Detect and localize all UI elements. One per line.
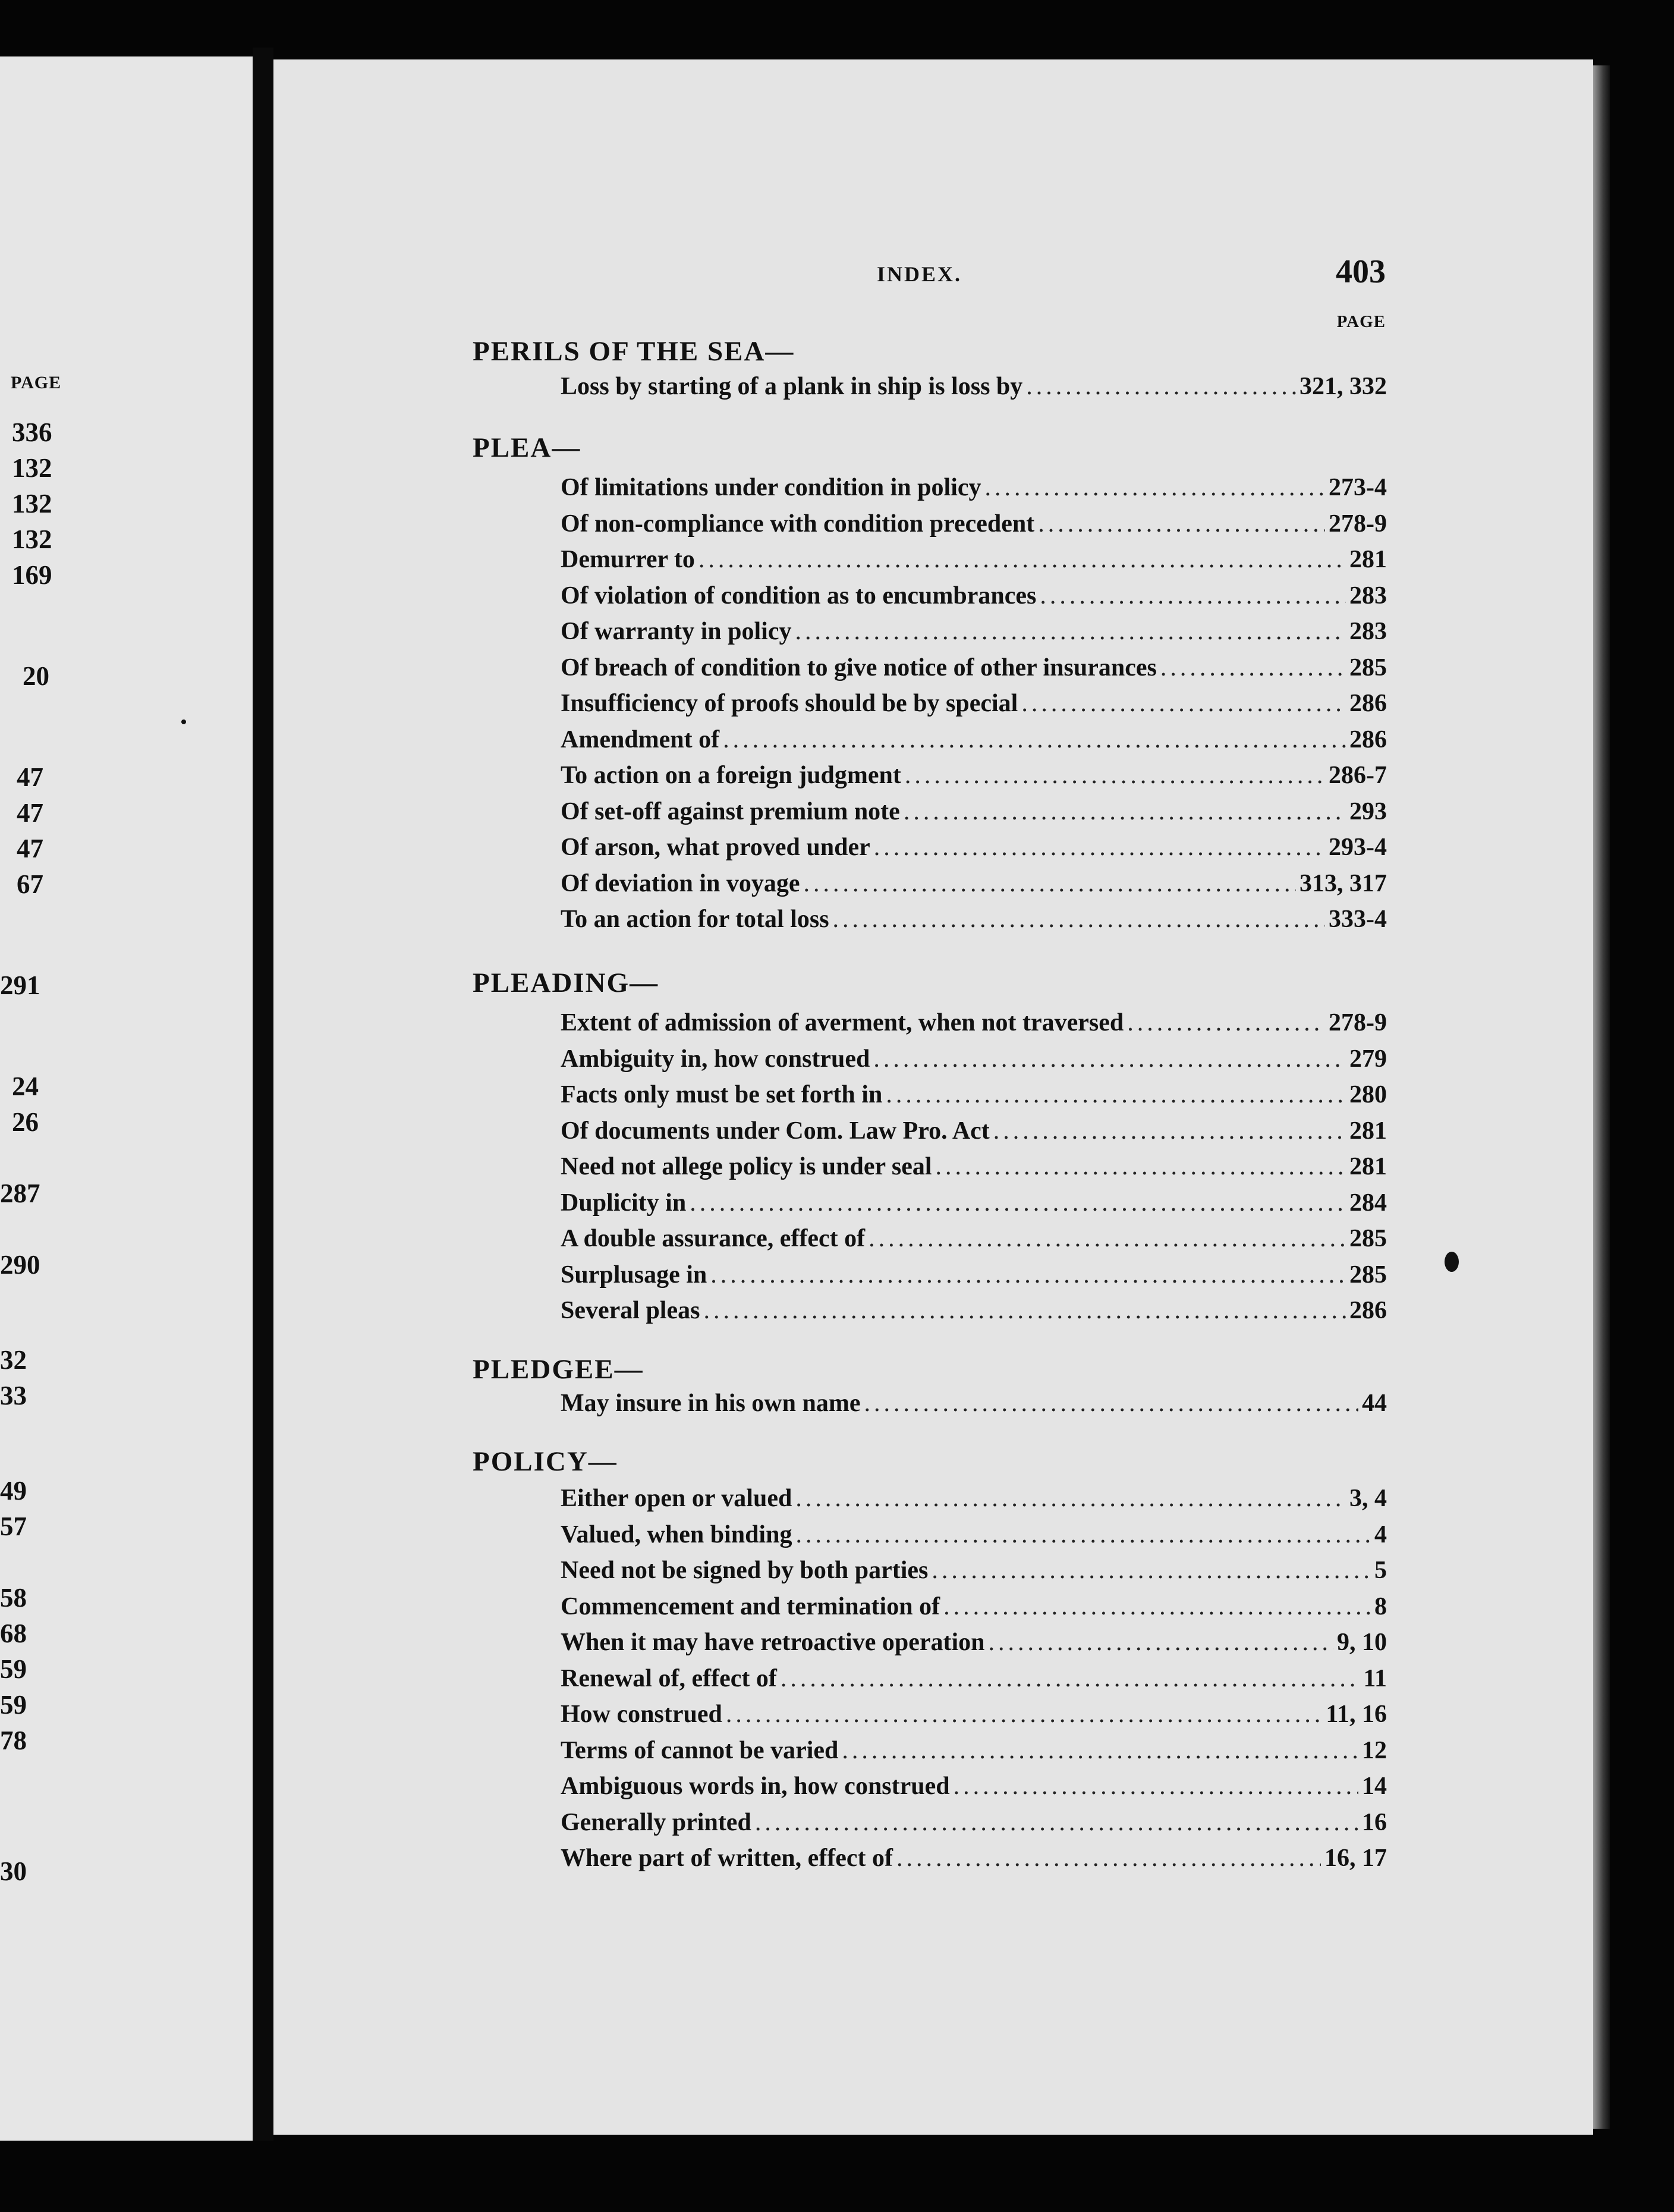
index-entry	[561, 369, 1387, 404]
index-entry	[561, 794, 1387, 830]
entry-page-ref: 5	[1374, 1557, 1387, 1584]
dot-leader	[795, 1517, 1371, 1553]
entry-page-ref: 11, 16	[1326, 1701, 1387, 1728]
running-head: INDEX.	[877, 262, 962, 286]
left-page-number: 287	[0, 1179, 40, 1208]
index-entry	[561, 901, 1387, 937]
section-heading: PLEDGEE—	[473, 1354, 644, 1385]
entry-page-ref: 321, 332	[1299, 373, 1387, 400]
dot-leader	[703, 1293, 1346, 1328]
left-page-number: 291	[0, 970, 40, 1000]
entry-page-ref: 313, 317	[1299, 870, 1387, 897]
left-page-number: 78	[0, 1726, 27, 1755]
index-entry	[561, 1185, 1387, 1221]
entry-text: Terms of cannot be varied	[561, 1737, 839, 1764]
index-entry	[561, 1385, 1387, 1421]
left-page-number: 49	[0, 1476, 27, 1506]
entry-page-ref: 286	[1349, 726, 1387, 753]
entry-text: Of arson, what proved under	[561, 834, 870, 861]
entry-text: Where part of written, effect of	[561, 1845, 893, 1872]
entry-text: Need not allege policy is under seal	[561, 1153, 932, 1180]
entry-text: Of violation of condition as to encumbrances	[561, 582, 1037, 609]
left-page-number: 132	[12, 453, 52, 483]
entry-page-ref: 278-9	[1329, 510, 1387, 538]
index-entry	[561, 1661, 1387, 1696]
index-entry	[561, 1517, 1387, 1553]
section-heading: PLEADING—	[473, 967, 659, 998]
dot-leader	[905, 758, 1325, 793]
dot-leader	[842, 1733, 1358, 1768]
dot-leader	[943, 1589, 1371, 1625]
entry-text: When it may have retroactive operation	[561, 1629, 985, 1656]
entry-page-ref: 286	[1349, 690, 1387, 717]
entry-text: Of limitations under condition in policy	[561, 474, 981, 501]
dot-leader	[1026, 369, 1296, 404]
index-entry	[561, 1553, 1387, 1588]
entry-text: Of deviation in voyage	[561, 870, 800, 897]
book-spine	[253, 48, 273, 2141]
dot-leader	[698, 542, 1346, 577]
index-entry	[561, 722, 1387, 758]
entry-page-ref: 293	[1349, 798, 1387, 825]
entry-text: Extent of admission of averment, when not traversed	[561, 1009, 1124, 1036]
left-page-number: 67	[17, 869, 43, 899]
index-entry	[561, 1293, 1387, 1328]
index-entry	[561, 1625, 1387, 1660]
entry-text: Renewal of, effect of	[561, 1665, 777, 1692]
dot-leader	[781, 1661, 1360, 1696]
dot-leader	[985, 470, 1326, 505]
entry-text: Of breach of condition to give notice of other insurances	[561, 654, 1157, 681]
entry-page-ref: 273-4	[1329, 474, 1387, 501]
dot-leader	[710, 1257, 1346, 1293]
entry-page-ref: 285	[1349, 1261, 1387, 1289]
left-page-number: 30	[0, 1856, 27, 1886]
dot-leader	[864, 1385, 1358, 1421]
entry-text: Surplusage in	[561, 1261, 707, 1289]
page-column-label: PAGE	[1336, 312, 1386, 331]
entry-text: Of warranty in policy	[561, 618, 792, 645]
left-page-number: 169	[12, 560, 52, 590]
index-entry	[561, 758, 1387, 793]
left-page-number: 33	[0, 1381, 27, 1410]
entry-page-ref: 11	[1363, 1665, 1387, 1692]
dot-leader	[896, 1840, 1321, 1876]
index-entry	[561, 1733, 1387, 1768]
dot-leader	[989, 1625, 1334, 1660]
entry-text: Loss by starting of a plank in ship is loss by	[561, 373, 1023, 400]
left-page-number: 24	[12, 1072, 39, 1101]
left-page-number: 47	[17, 798, 43, 828]
dot-leader	[755, 1805, 1358, 1840]
index-entry	[561, 1041, 1387, 1077]
dot-leader	[1160, 650, 1346, 686]
entry-text: Either open or valued	[561, 1485, 792, 1512]
index-entry	[561, 1149, 1387, 1184]
dot-leader	[726, 1696, 1322, 1732]
dot-leader	[1038, 506, 1325, 542]
left-page-number: 290	[0, 1250, 40, 1280]
scan-speck	[181, 719, 186, 724]
index-entry	[561, 686, 1387, 721]
entry-text: Of documents under Com. Law Pro. Act	[561, 1117, 990, 1145]
left-page-number: 336	[12, 417, 52, 447]
entry-page-ref: 12	[1362, 1737, 1387, 1764]
page-number: 403	[1336, 253, 1386, 290]
index-entry	[561, 506, 1387, 542]
entry-page-ref: 44	[1362, 1390, 1387, 1417]
entry-page-ref: 281	[1349, 1117, 1387, 1145]
entry-page-ref: 333-4	[1329, 906, 1387, 933]
entry-text: Generally printed	[561, 1809, 751, 1836]
left-page-number: 58	[0, 1583, 27, 1613]
dot-leader	[869, 1221, 1346, 1256]
index-entry	[561, 542, 1387, 577]
entry-page-ref: 286	[1349, 1297, 1387, 1324]
dot-leader	[1040, 578, 1346, 614]
entry-page-ref: 293-4	[1329, 834, 1387, 861]
dot-leader	[1021, 686, 1346, 721]
section-heading: POLICY—	[473, 1446, 618, 1477]
index-entry	[561, 1840, 1387, 1876]
dot-leader	[936, 1149, 1346, 1184]
entry-page-ref: 285	[1349, 654, 1387, 681]
entry-text: Amendment of	[561, 726, 720, 753]
dot-leader	[1127, 1005, 1325, 1041]
entry-text: Several pleas	[561, 1297, 700, 1324]
index-entry	[561, 1696, 1387, 1732]
index-entry	[561, 830, 1387, 865]
entry-page-ref: 278-9	[1329, 1009, 1387, 1036]
left-page-number: 132	[12, 489, 52, 519]
dot-leader	[932, 1553, 1371, 1588]
entry-text: Facts only must be set forth in	[561, 1081, 883, 1108]
entry-text: A double assurance, effect of	[561, 1225, 866, 1252]
index-entry	[561, 866, 1387, 901]
entry-page-ref: 281	[1349, 546, 1387, 573]
entry-text: Ambiguity in, how construed	[561, 1045, 870, 1073]
entry-page-ref: 281	[1349, 1153, 1387, 1180]
left-page-number: 32	[0, 1345, 27, 1375]
entry-page-ref: 16, 17	[1324, 1845, 1387, 1872]
entry-page-ref: 3, 4	[1349, 1485, 1387, 1512]
entry-text: Demurrer to	[561, 546, 695, 573]
index-entry	[561, 1589, 1387, 1625]
left-page-number: 47	[17, 762, 43, 792]
section-heading: PLEA—	[473, 432, 581, 463]
entry-text: Of non-compliance with condition precedent	[561, 510, 1035, 538]
entry-text: Duplicity in	[561, 1189, 687, 1217]
left-page-number: 26	[12, 1107, 39, 1137]
entry-text: How construed	[561, 1701, 722, 1728]
dot-leader	[833, 901, 1325, 937]
entry-page-ref: 9, 10	[1337, 1629, 1387, 1656]
dot-leader	[904, 794, 1346, 830]
dot-leader	[723, 722, 1346, 758]
entry-text: To an action for total loss	[561, 906, 829, 933]
index-entry	[561, 578, 1387, 614]
index-entry	[561, 1005, 1387, 1041]
page-edge	[1593, 65, 1610, 2129]
index-entry	[561, 614, 1387, 649]
entry-page-ref: 14	[1362, 1773, 1387, 1800]
entry-text: To action on a foreign judgment	[561, 762, 901, 789]
index-entry	[561, 1805, 1387, 1840]
entry-text: Valued, when binding	[561, 1521, 792, 1548]
left-page-number: 59	[0, 1690, 27, 1720]
index-entry	[561, 1221, 1387, 1256]
index-entry	[561, 1768, 1387, 1804]
index-entry	[561, 1257, 1387, 1293]
index-entry	[561, 1077, 1387, 1113]
entry-page-ref: 8	[1374, 1593, 1387, 1620]
left-page-number: 20	[23, 661, 49, 691]
entry-page-ref: 285	[1349, 1225, 1387, 1252]
index-entry	[561, 470, 1387, 505]
index-entry	[561, 1481, 1387, 1516]
index-entry	[561, 650, 1387, 686]
dot-leader	[954, 1768, 1358, 1804]
entry-text: Insufficiency of proofs should be by special	[561, 690, 1018, 717]
entry-text: Of set-off against premium note	[561, 798, 900, 825]
entry-page-ref: 16	[1362, 1809, 1387, 1836]
entry-text: May insure in his own name	[561, 1390, 861, 1417]
entry-page-ref: 286-7	[1329, 762, 1387, 789]
dot-leader	[690, 1185, 1346, 1221]
left-page-number: 68	[0, 1619, 27, 1648]
scan-speck	[1445, 1252, 1459, 1272]
left-page-number: 59	[0, 1654, 27, 1684]
section-heading: PERILS OF THE SEA—	[473, 336, 795, 367]
left-page-number: 47	[17, 834, 43, 863]
entry-text: Commencement and termination of	[561, 1593, 940, 1620]
dot-leader	[873, 1041, 1346, 1077]
dot-leader	[993, 1113, 1346, 1149]
entry-page-ref: 280	[1349, 1081, 1387, 1108]
left-page-number: 57	[0, 1512, 27, 1541]
entry-page-ref: 283	[1349, 582, 1387, 609]
entry-page-ref: 279	[1349, 1045, 1387, 1073]
dot-leader	[874, 830, 1325, 865]
entry-page-ref: 4	[1374, 1521, 1387, 1548]
dot-leader	[804, 866, 1296, 901]
dot-leader	[886, 1077, 1346, 1113]
entry-page-ref: 283	[1349, 618, 1387, 645]
facing-page	[0, 56, 253, 2141]
entry-page-ref: 284	[1349, 1189, 1387, 1217]
dot-leader	[795, 1481, 1346, 1516]
left-page-number: 132	[12, 524, 52, 554]
index-entry	[561, 1113, 1387, 1149]
entry-text: Ambiguous words in, how construed	[561, 1773, 950, 1800]
entry-text: Need not be signed by both parties	[561, 1557, 929, 1584]
dot-leader	[795, 614, 1346, 649]
left-page-column-label: PAGE	[11, 373, 62, 392]
